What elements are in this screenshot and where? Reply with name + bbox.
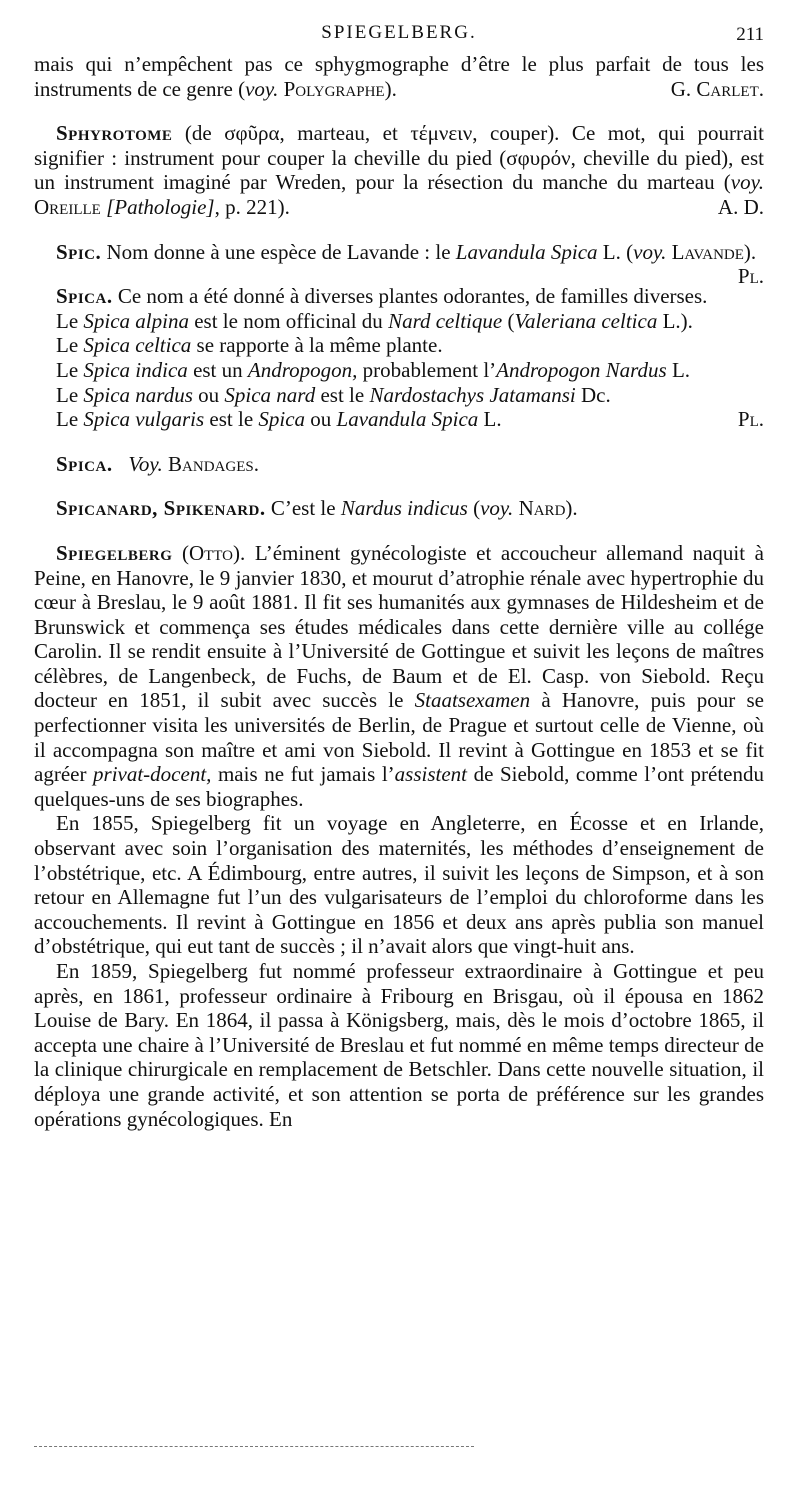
text: L.). (657, 308, 693, 333)
entry-text: ). L’éminent gynécologiste et accoucheur allemand naquit à Peine, en Hanovre, le 9 janvier 1830, et mourut d’atrophie rénale avec hypertrophie du cœur à Breslau, le 9 août 1881. Il fit ses humanités aux gymnases de Hildesheim et de Brunswick et commença ses études médicales dans cette dernière ville au collége Carolin. Il se rendit ensuite à l’Université de Gottingue et suivit les leçons de maîtres célèbres, de Langenbeck, de Fuchs, de Baum et de El. Casp. von Siebold. Reçu docteur en 1851, il subit avec succès le (34, 540, 764, 713)
species-name: Spica alpina (83, 308, 189, 333)
text: ( (502, 308, 515, 333)
text: Le (56, 308, 84, 333)
author-signature: G. Carlet. (670, 76, 764, 101)
text: est le (315, 382, 370, 407)
entry-text: L. ( (597, 239, 634, 264)
term: assistent (394, 762, 468, 787)
carry-over-text: mais qui n’empêchent pas ce sphygmographe d’être le plus parfait de tous les instruments de ce genre ( (34, 52, 764, 101)
spiegelberg-paragraph-3: En 1859, Spiegelberg fut nommé professeur extraordinaire à Gottingue et peu après, en 1861, professeur ordinaire à Fribourg en Brisgau, où il épousa en 1862 Louise de Bary. En 1864, il passa à Königsberg, mais, dès le mois d’octobre 1865, il accepta une chaire à l’Université de Breslau et fut nommé en même temps directeur de la clinique chirurgicale en remplacement de Betschler. Dans cette nouvelle situation, il déploya une grande activité, et son attention se porta de préférence sur les grandes opérations gynécologiques. En (34, 959, 764, 1131)
entry-spiegelberg (34, 541, 764, 812)
document-page (34, 22, 764, 1131)
voy-abbrev: Voy. (128, 451, 163, 476)
entry-spicanard (34, 496, 764, 521)
spica-line-celtica (34, 333, 764, 358)
closing-text: ). (565, 496, 578, 521)
text: est le nom officinal du (188, 308, 389, 333)
entry-text: à Hanovre, puis pour se perfectionner visita les universités de Berlin, de Prague et surtout celle de Vienne, où il accompagna son maître et ami von Siebold. Il revint à Gottingue en 1853 et se fit agréer (34, 688, 764, 787)
term: privat-docent, (93, 762, 212, 787)
entry-text: ( (172, 540, 189, 565)
entry-sphyrotome (34, 121, 764, 219)
text: probablement l’ (357, 357, 497, 382)
voy-abbrev: voy. (480, 496, 514, 521)
species-name: Spica nardus (83, 382, 193, 407)
entry-text: C’est le (265, 496, 341, 521)
species-name: Andropogon, (247, 357, 358, 382)
text: est le (204, 407, 259, 432)
species-name: Spica (258, 407, 306, 432)
text: Le (56, 407, 84, 432)
species-name: Lavandula Spica (336, 407, 479, 432)
author-signature: A. D. (717, 194, 764, 219)
term: Nardus indicus (340, 496, 468, 521)
text: Le (56, 382, 84, 407)
headword: Spiegelberg (56, 540, 173, 565)
entry-text: ( (467, 496, 481, 521)
entry-spica-bandages (34, 452, 764, 477)
text: L. (666, 357, 691, 382)
cross-reference: Lavande (671, 239, 744, 264)
spica-line-indica (34, 358, 764, 383)
species-name: Lavandula Spica (455, 239, 598, 264)
cross-reference-section: [Pathologie] (106, 194, 215, 219)
spica-line-nardus (34, 383, 764, 408)
spiegelberg-paragraph-2: En 1855, Spiegelberg fit un voyage en Angleterre, en Écosse et en Irlande, observant avec soin l’organisation des maternités, les méthodes d’enseignement de l’obstétrique, etc. A Édimbourg, entre autres, il suivit les leçons de Simpson, et à son retour en Allemagne fut l’un des vulgarisateurs de l’emploi du chloroforme dans les accouchements. Il revint à Gottingue en 1856 et deux ans après publia son manuel d’obstétrique, qui eut tant de succès ; il n’avait alors que vingt-huit ans. (34, 811, 764, 959)
given-name: Otto (188, 540, 234, 565)
spica-line-vulgaris (34, 407, 764, 432)
species-name: Spica vulgaris (83, 407, 205, 432)
headword: Sphyrotome (56, 121, 173, 146)
closing-text: ). (743, 239, 757, 264)
entry-text: (de σφῦρα, marteau, et τέμνειν, couper). Ce mot, qui pourrait signifier : instrument pour couper la cheville du pied (σφυρόν, cheville du pied), est un instrument imaginé par Wreden, pour la résection du manche du marteau ( (34, 121, 764, 195)
author-signature: Pl. (737, 264, 764, 289)
voy-abbrev: voy. (245, 76, 279, 101)
cross-reference: Oreille (34, 194, 101, 219)
text: Le (56, 357, 84, 382)
cross-reference: Polygraphe (283, 76, 385, 101)
species-name: Andropogon Nardus (496, 357, 667, 382)
headword: Spic. (56, 239, 102, 264)
species-name: Spica indica (83, 357, 188, 382)
entry-text: Nom donne à une espèce de Lavande : le (101, 239, 456, 264)
text: ou (305, 407, 337, 432)
running-title: SPIEGELBERG. (321, 22, 477, 43)
text: Le (56, 333, 84, 358)
cross-reference: Bandages. (168, 451, 259, 476)
cross-reference: Nard (518, 496, 566, 521)
headword: Spica. (56, 284, 113, 309)
entry-text: Ce nom a été donné à diverses plantes odorantes, de familles diverses. (112, 284, 708, 309)
entry-spica (34, 284, 764, 309)
text: ou (192, 382, 225, 407)
text: Dc. (575, 382, 611, 407)
entry-spic (34, 239, 764, 289)
term: Staatsexamen (414, 688, 531, 713)
text: L. (478, 407, 502, 432)
running-head (34, 22, 764, 52)
text: est un (187, 357, 248, 382)
voy-abbrev: voy. (633, 239, 667, 264)
species-name: Nard celtique (388, 308, 503, 333)
author-signature: Pl. (737, 407, 764, 432)
species-name: Spica celtica (83, 333, 192, 358)
text: se rapporte à la même plante. (191, 333, 443, 358)
species-name: Nardostachys Jatamansi (369, 382, 576, 407)
entry-text: mais ne fut jamais l’ (211, 762, 395, 787)
carry-over-paragraph (34, 52, 764, 101)
species-name: Spica nard (224, 382, 316, 407)
species-name: Valeriana celtica (514, 308, 658, 333)
spica-line-alpina (34, 309, 764, 334)
closing-text: ). (384, 76, 397, 101)
headword: Spicanard, Spikenard. (56, 496, 266, 521)
page-number: 211 (736, 24, 764, 45)
voy-abbrev: voy. (730, 170, 764, 195)
headword: Spica. (56, 451, 113, 476)
entry-text: de Siebold, comme l’ont prétendu quelques-uns de ses biographes. (34, 762, 764, 811)
footer-rule (34, 1446, 474, 1447)
closing-text: , p. 221). (214, 194, 290, 219)
